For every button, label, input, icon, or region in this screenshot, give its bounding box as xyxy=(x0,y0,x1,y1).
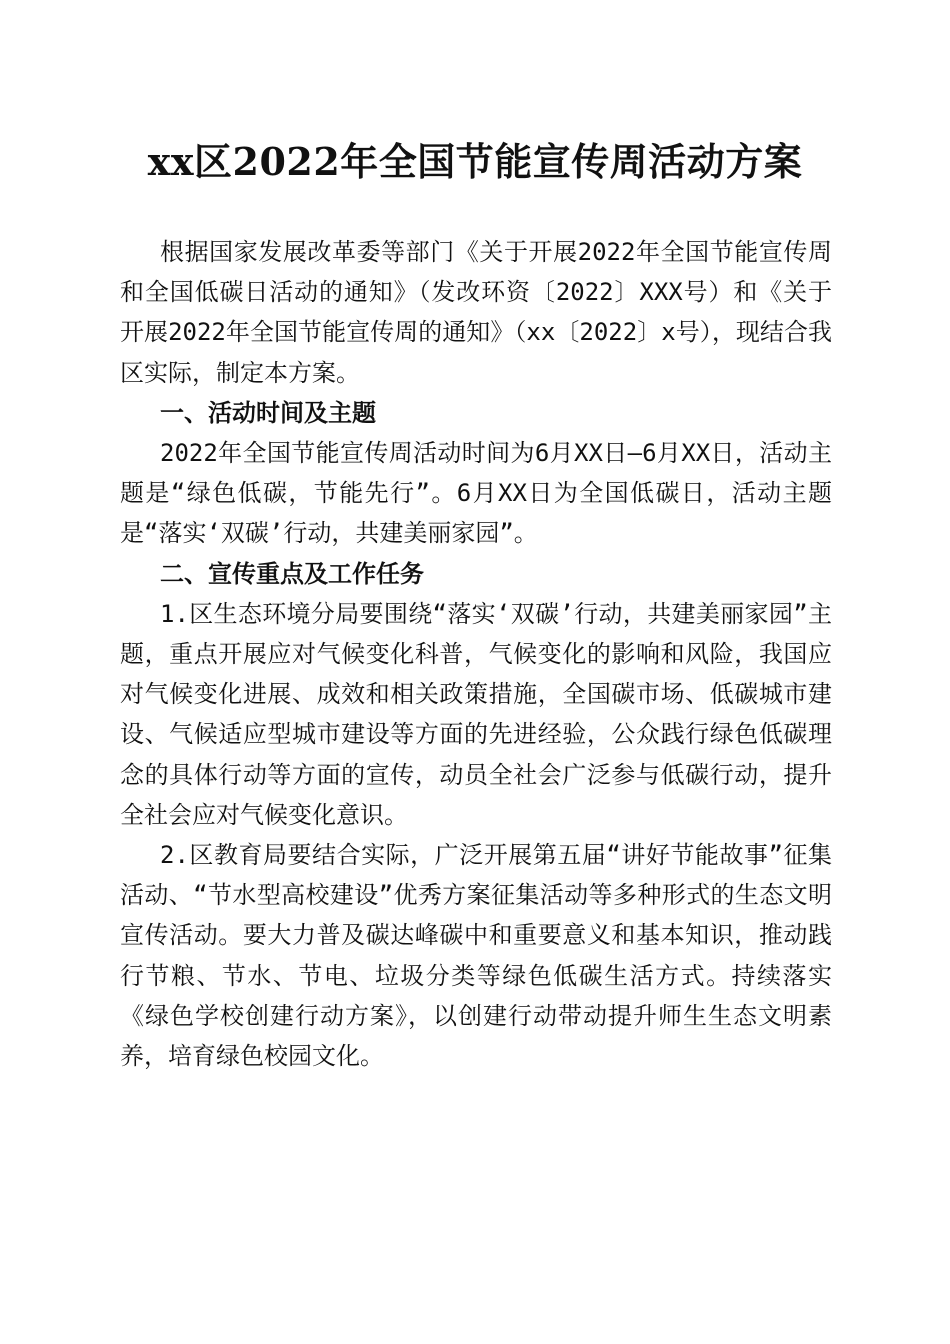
section-paragraph-time-theme: 2022年全国节能宣传周活动时间为6月XX日—6月XX日，活动主题是“绿色低碳，节能先行”。6月XX日为全国低碳日，活动主题是“落实‘双碳’行动，共建美丽家园”。 xyxy=(120,439,832,548)
document-title: xx区2022年全国节能宣传周活动方案 xyxy=(147,139,803,184)
intro-paragraph: 根据国家发展改革委等部门《关于开展2022年全国节能宣传周和全国低碳日活动的通知》（发改环资〔2022〕XXX号）和《关于开展2022年全国节能宣传周的通知》（xx〔2022〕x号），现结合我区实际，制定本方案。 xyxy=(120,238,832,387)
section-heading-tasks: 二、宣传重点及工作任务 xyxy=(160,559,424,588)
document-body xyxy=(120,232,832,1076)
task-item-1: 1.区生态环境分局要围绕“落实‘双碳’行动，共建美丽家园”主题，重点开展应对气候变化科普，气候变化的影响和风险，我国应对气候变化进展、成效和相关政策措施，全国碳市场、低碳城市建设、气候适应型城市建设等方面的先进经验，公众践行绿色低碳理念的具体行动等方面的宣传，动员全社会广泛参与低碳行动，提升全社会应对气候变化意识。 xyxy=(120,599,832,829)
section-heading-time-theme: 一、活动时间及主题 xyxy=(160,398,376,427)
task-item-2: 2.区教育局要结合实际，广泛开展第五届“讲好节能故事”征集活动、“节水型高校建设”优秀方案征集活动等多种形式的生态文明宣传活动。要大力普及碳达峰碳中和重要意义和基本知识，推动践行节粮、节水、节电、垃圾分类等绿色低碳生活方式。持续落实《绿色学校创建行动方案》，以创建行动带动提升师生生态文明素养，培育绿色校园文化。 xyxy=(120,841,832,1071)
